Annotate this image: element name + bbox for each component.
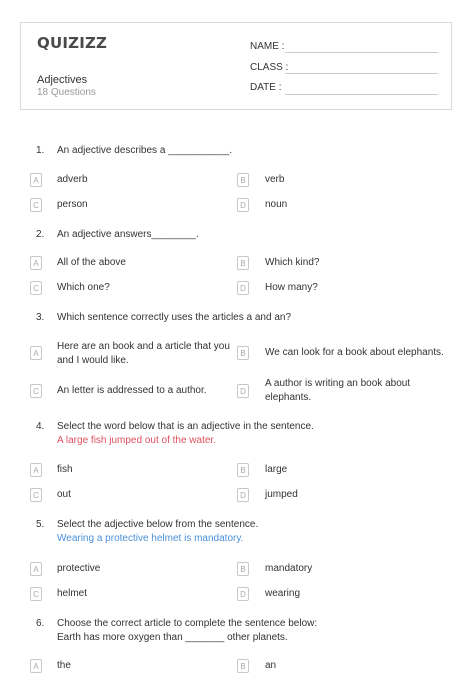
option-text: the [57,660,71,671]
option-text: adverb [57,174,88,185]
option-box-c[interactable]: C [30,281,42,295]
option-box-d[interactable]: D [237,384,249,398]
class-label: CLASS : [250,62,289,73]
option-box-c[interactable]: C [30,587,42,601]
question-number: 2. [36,229,45,240]
option-text: mandatory [265,563,313,574]
option-text: An letter is addressed to a author. [57,385,207,396]
option-box-b[interactable]: B [237,562,249,576]
question-number: 1. [36,145,45,156]
question-text: An adjective answers________. [57,229,199,240]
name-label: NAME : [250,41,285,52]
question-text: Select the adjective below from the sentence. [57,519,259,530]
option-box-a[interactable]: A [30,463,42,477]
option-text: verb [265,174,285,185]
question-text: Select the word below that is an adjective in the sentence. [57,421,314,432]
sentence-text: Wearing a protective helmet is mandatory. [57,533,244,544]
question-count: 18 Questions [37,87,96,98]
date-label: DATE : [250,82,282,93]
option-text: We can look for a book about elephants. [265,347,444,358]
option-box-c[interactable]: C [30,198,42,212]
sentence-text: A large fish jumped out of the water. [57,435,216,446]
option-box-d[interactable]: D [237,488,249,502]
question-number: 5. [36,519,45,530]
option-text: noun [265,199,288,210]
option-box-b[interactable]: B [237,173,249,187]
worksheet-title: Adjectives [37,74,88,86]
option-text: large [265,464,288,475]
option-text: protective [57,563,101,574]
option-box-c[interactable]: C [30,488,42,502]
option-box-a[interactable]: A [30,659,42,673]
option-box-b[interactable]: B [237,256,249,270]
option-text: out [57,489,71,500]
option-text: How many? [265,282,318,293]
question-text: Choose the correct article to complete the sentence below: [57,618,318,629]
date-field[interactable] [285,94,438,95]
question-number: 3. [36,312,45,323]
name-field[interactable] [285,52,438,53]
option-text: an [265,660,277,671]
question-text: An adjective describes a ___________. [57,145,233,156]
option-text: helmet [57,588,88,599]
option-box-d[interactable]: D [237,198,249,212]
question-text-line2: Earth has more oxygen than _______ other planets. [57,632,288,643]
option-box-a[interactable]: A [30,346,42,360]
option-text: wearing [265,588,301,599]
quizizz-logo: QUIZIZZ [37,34,108,52]
option-text: All of the above [57,257,126,268]
option-box-b[interactable]: B [237,659,249,673]
option-box-d[interactable]: D [237,587,249,601]
option-box-d[interactable]: D [237,281,249,295]
option-box-c[interactable]: C [30,384,42,398]
option-text: fish [57,464,73,475]
option-text: jumped [265,489,298,500]
option-text: Which kind? [265,257,320,268]
option-box-a[interactable]: A [30,173,42,187]
option-text: Here are an book and a article that you and I would like. [57,341,230,366]
option-text: person [57,199,88,210]
option-box-b[interactable]: B [237,346,249,360]
class-field[interactable] [285,73,438,74]
option-box-b[interactable]: B [237,463,249,477]
option-text: A author is writing an book about elephants. [265,378,411,403]
option-box-a[interactable]: A [30,256,42,270]
question-number: 6. [36,618,45,629]
option-text: Which one? [57,282,110,293]
option-box-a[interactable]: A [30,562,42,576]
question-number: 4. [36,421,45,432]
question-text: Which sentence correctly uses the articles a and an? [57,312,292,323]
